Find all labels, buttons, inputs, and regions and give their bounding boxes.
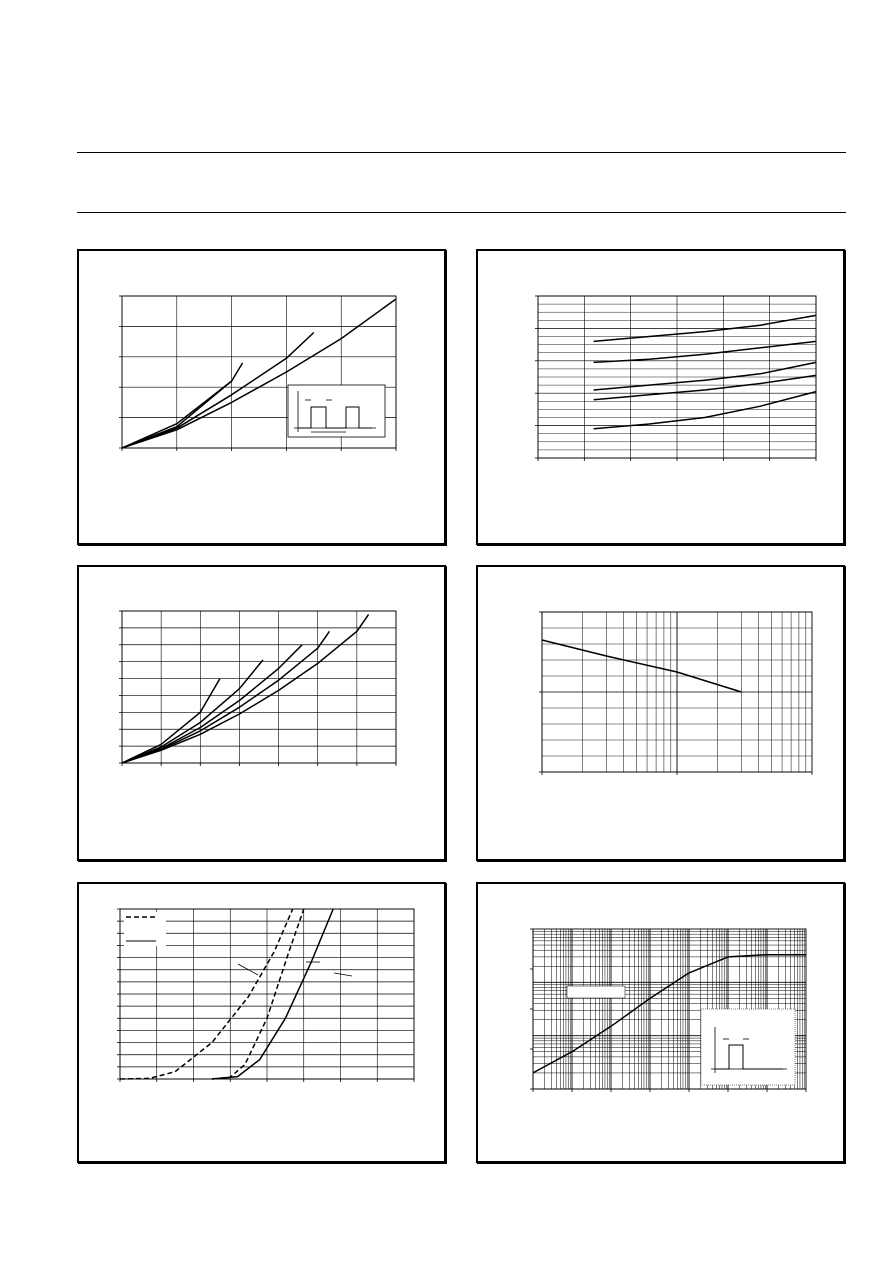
chart-middle-left: [122, 611, 396, 763]
inset-box: [288, 385, 385, 437]
series-line-2: [122, 660, 263, 763]
header-rule-bottom: [77, 212, 846, 213]
legend: [124, 912, 166, 946]
series-line-3: [122, 645, 302, 763]
series-line-5: [122, 614, 369, 763]
chart-top-left: [122, 296, 396, 448]
grid: [538, 296, 816, 458]
series-line-1: [122, 679, 220, 763]
series-line-3: [594, 362, 816, 390]
pulse-inset: [288, 385, 385, 437]
chart-bottom-right: [533, 929, 806, 1089]
grid: [542, 612, 812, 772]
series-line-4: [122, 631, 330, 763]
chart-top-right: [538, 296, 816, 458]
chart-middle-right: [542, 612, 812, 772]
header-rule-top: [77, 152, 846, 153]
series-line-1: [542, 640, 741, 692]
chart-bottom-left: [120, 909, 414, 1079]
inset-label-box: [567, 986, 625, 998]
pointer-arrow-3: [334, 973, 352, 976]
series-line-3: [122, 333, 314, 449]
